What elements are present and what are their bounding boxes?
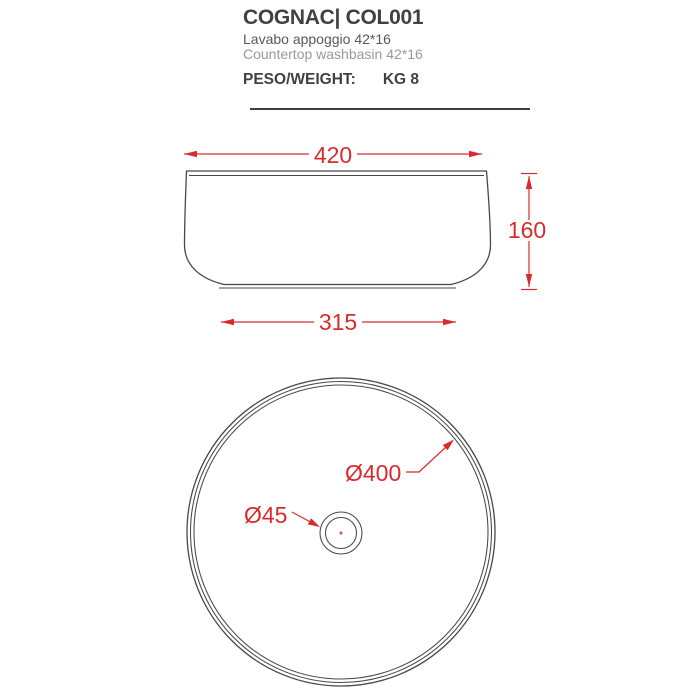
dia-45-arrow xyxy=(308,518,320,527)
dim-315-arrow-left xyxy=(221,319,234,325)
dim-315-label: 315 xyxy=(318,309,358,335)
dia-45-label: Ø45 xyxy=(244,502,288,528)
dim-315-arrow-right xyxy=(443,319,456,325)
dim-420-arrow-right xyxy=(469,151,482,157)
dia-45-leader xyxy=(292,512,310,522)
dim-420-arrow-left xyxy=(184,151,197,157)
dim-160-arrow-up xyxy=(526,176,532,189)
dim-420-label: 420 xyxy=(313,142,353,168)
drain-center-dot xyxy=(340,532,343,535)
dim-160-label: 160 xyxy=(507,217,547,243)
side-view-profile-outline xyxy=(185,171,491,285)
weight-label: PESO/WEIGHT: xyxy=(243,71,356,88)
dia-400-label: Ø400 xyxy=(345,460,402,486)
weight-value: KG 8 xyxy=(382,71,420,88)
dia-400-leader xyxy=(406,447,447,473)
product-title: COGNAC| COL001 xyxy=(243,6,424,29)
product-subtitle-english: Countertop washbasin 42*16 xyxy=(243,46,423,62)
product-subtitle-italian: Lavabo appoggio 42*16 xyxy=(243,31,391,47)
dim-160-arrow-down xyxy=(526,274,532,287)
